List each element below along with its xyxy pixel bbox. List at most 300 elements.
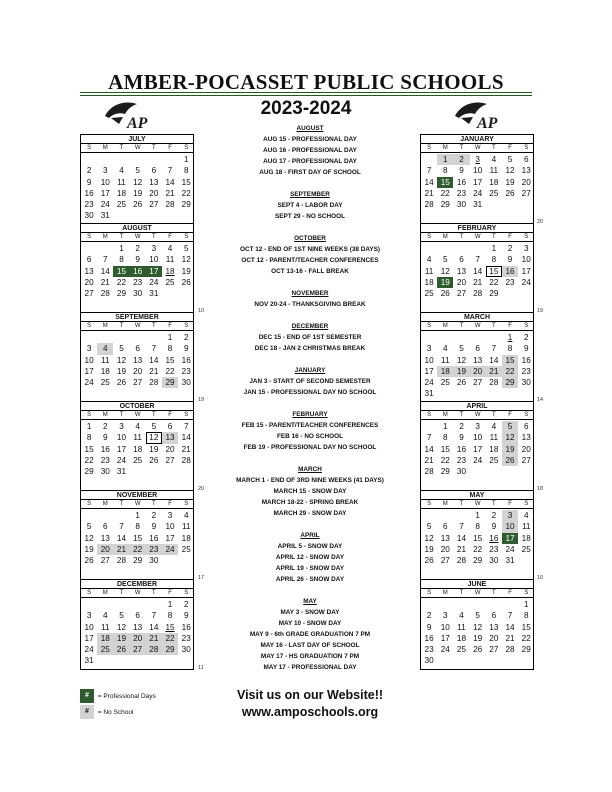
day-cell: 2 [86, 166, 92, 176]
weekday-label: S [184, 501, 189, 507]
empty-day [146, 154, 162, 165]
event-spacer [212, 222, 408, 233]
school-day-count: 14 [537, 397, 544, 403]
empty-day [130, 154, 146, 165]
day-cell: 8 [183, 166, 189, 176]
day-cell: 27 [440, 556, 450, 566]
day-cell: 8 [523, 611, 529, 621]
day-cell: 7 [151, 611, 157, 621]
day-cell: 22 [521, 633, 531, 643]
day-cell: 15 [437, 177, 453, 188]
day-cell: 10 [473, 166, 483, 176]
day-cell: 23 [133, 277, 143, 287]
day-cell: 12 [505, 166, 515, 176]
legend-professional [80, 689, 156, 703]
day-cell: 10 [100, 177, 110, 187]
day-cell: 14 [424, 177, 434, 187]
day-cell: 8 [86, 433, 92, 443]
weekday-label: T [152, 145, 156, 151]
day-cell: 13 [489, 622, 499, 632]
day-cell: 25 [165, 277, 175, 287]
day-cell: 7 [426, 433, 432, 443]
weekday-label: S [87, 234, 92, 240]
weekday-label: S [427, 234, 432, 240]
day-cell: 24 [505, 544, 515, 554]
weekday-label: S [524, 412, 529, 418]
day-cell: 21 [149, 366, 159, 376]
day-cell: 8 [491, 255, 497, 265]
visit-text: Visit us on our Website!! [236, 688, 384, 702]
empty-day [453, 599, 469, 610]
day-cell: 12 [146, 432, 162, 443]
month-name: JANUARY [421, 135, 533, 144]
event-item: MARCH 18-22 - SPRING BREAK [261, 499, 359, 506]
day-cell: 21 [165, 188, 175, 198]
month-name: MAY [421, 491, 533, 500]
month-name: MARCH [421, 313, 533, 322]
day-cell: 1 [443, 422, 448, 431]
empty-day [470, 332, 486, 343]
day-cell: 29 [440, 200, 450, 210]
day-cell: 15 [486, 266, 502, 277]
empty-day [421, 154, 437, 165]
day-cell: 11 [489, 166, 499, 176]
weekday-label: M [442, 412, 448, 418]
day-cell: 6 [491, 611, 497, 621]
month-name: JULY [81, 135, 193, 144]
event-item: DEC 18 - JAN 2 CHRISTMAS BREAK [254, 345, 366, 352]
day-cell: 17 [521, 266, 531, 276]
day-cell: 9 [459, 433, 464, 443]
event-item: OCT 12 - PARENT/TEACHER CONFERENCES [241, 257, 379, 264]
day-cell: 28 [424, 200, 434, 210]
day-cell: 25 [489, 188, 499, 198]
event-month-heading: JANUARY [294, 367, 326, 374]
day-cell: 23 [181, 633, 191, 643]
month-name: SEPTEMBER [81, 313, 193, 322]
day-cell: 19 [502, 444, 518, 455]
day-cell: 22 [165, 366, 175, 376]
day-cell: 14 [165, 177, 175, 187]
weekday-header [421, 589, 533, 598]
day-cell: 13 [521, 166, 531, 176]
legend-no-school [80, 705, 133, 719]
event-month-heading: MARCH [298, 466, 322, 473]
weekday-label: T [492, 590, 496, 596]
weekday-header [81, 233, 193, 242]
empty-day [97, 332, 113, 343]
day-cell: 26 [473, 645, 483, 655]
day-grid [421, 331, 533, 400]
month-name: AUGUST [81, 224, 193, 233]
day-cell: 6 [135, 344, 140, 354]
weekday-label: S [524, 145, 529, 151]
day-cell: 8 [443, 433, 448, 443]
day-cell: 7 [491, 344, 497, 354]
day-cell: 24 [149, 277, 159, 287]
day-cell: 22 [473, 544, 483, 554]
day-cell: 21 [424, 455, 434, 465]
day-cell: 29 [162, 377, 178, 388]
day-cell: 12 [181, 255, 191, 265]
weekday-header [81, 144, 193, 153]
empty-day [421, 243, 437, 254]
day-cell: 29 [84, 467, 94, 477]
event-item: APRIL 12 - SNOW DAY [275, 554, 345, 561]
weekday-label: T [459, 323, 464, 329]
day-cell: 27 [149, 200, 159, 210]
day-cell: 28 [146, 644, 162, 655]
day-cell: 5 [151, 422, 157, 431]
weekday-label: W [474, 412, 481, 418]
day-cell: 29 [489, 289, 499, 299]
weekday-header [81, 500, 193, 509]
day-cell: 21 [146, 633, 162, 644]
weekday-header [81, 322, 193, 331]
weekday-label: W [474, 323, 481, 329]
event-item: FEB 19 - PROFESSIONAL DAY NO SCHOOL [243, 444, 377, 451]
day-cell: 13 [440, 533, 450, 543]
weekday-label: M [102, 501, 108, 507]
day-cell: 4 [183, 511, 189, 520]
month-june [421, 580, 533, 669]
day-cell: 11 [117, 177, 126, 187]
month-name: NOVEMBER [81, 491, 193, 500]
day-cell: 14 [424, 444, 434, 454]
event-item: AUG 17 - PROFESSIONAL DAY [263, 158, 357, 165]
school-day-count: 18 [537, 486, 544, 492]
day-cell: 11 [101, 355, 110, 365]
month-may [421, 491, 544, 581]
weekday-label: S [87, 501, 92, 507]
day-cell: 9 [151, 522, 157, 532]
day-cell: 28 [424, 467, 434, 477]
day-cell: 7 [459, 522, 464, 532]
event-spacer [212, 398, 408, 409]
day-cell: 25 [116, 200, 127, 210]
day-cell: 11 [489, 433, 499, 443]
weekday-label: F [168, 234, 172, 240]
day-cell: 18 [437, 366, 453, 377]
day-cell: 1 [167, 600, 173, 609]
day-cell: 14 [116, 533, 127, 543]
day-cell: 3 [443, 611, 448, 621]
day-cell: 25 [489, 455, 499, 465]
day-cell: 29 [181, 200, 191, 210]
weekday-label: T [459, 501, 464, 507]
day-grid [421, 242, 533, 299]
day-cell: 26 [113, 644, 129, 655]
day-cell: 11 [133, 433, 142, 443]
day-cell: 17 [116, 444, 127, 454]
day-cell: 4 [167, 244, 173, 253]
empty-day [81, 332, 97, 343]
day-cell: 7 [183, 422, 189, 431]
day-cell: 22 [84, 455, 94, 465]
weekday-label: T [119, 323, 124, 329]
day-cell: 16 [100, 444, 110, 454]
day-cell: 14 [489, 355, 499, 365]
day-cell: 3 [86, 344, 92, 354]
school-day-count: 19 [198, 397, 205, 403]
month-name: FEBRUARY [421, 224, 533, 233]
empty-day [486, 332, 502, 343]
day-cell: 7 [426, 166, 432, 176]
weekday-label: F [168, 145, 172, 151]
day-cell: 13 [521, 433, 531, 443]
day-grid [421, 509, 533, 566]
event-item: MARCH 29 - SNOW DAY [273, 510, 347, 517]
day-cell: 23 [505, 277, 515, 287]
day-cell: 26 [424, 556, 434, 566]
day-cell: 28 [165, 200, 175, 210]
day-cell: 8 [443, 166, 448, 176]
event-item: JAN 15 - PROFESSIONAL DAY NO SCHOOL [243, 389, 377, 396]
day-cell: 28 [473, 289, 483, 299]
day-cell: 19 [116, 366, 127, 376]
day-cell: 4 [135, 422, 140, 431]
day-cell: 5 [507, 155, 513, 164]
day-cell: 31 [505, 556, 515, 566]
day-grid [81, 509, 193, 566]
empty-day [81, 154, 97, 165]
weekday-label: T [492, 501, 496, 507]
event-item: APRIL 26 - SNOW DAY [275, 576, 345, 583]
day-cell: 27 [84, 289, 94, 299]
weekday-label: T [119, 234, 124, 240]
day-cell: 5 [502, 421, 518, 432]
day-cell: 7 [507, 611, 513, 621]
day-cell: 23 [456, 455, 467, 465]
day-cell: 29 [521, 645, 531, 655]
day-cell: 20 [521, 177, 531, 187]
day-cell: 23 [146, 544, 162, 555]
day-cell: 31 [149, 289, 159, 299]
weekday-label: M [102, 590, 108, 596]
day-cell: 16 [181, 355, 191, 365]
weekday-header [421, 411, 533, 420]
day-cell: 4 [97, 343, 113, 354]
day-cell: 18 [521, 533, 531, 543]
day-cell: 26 [133, 200, 143, 210]
day-cell: 3 [86, 611, 92, 621]
day-cell: 18 [165, 266, 175, 276]
day-cell: 12 [116, 622, 127, 632]
day-cell: 5 [443, 255, 448, 265]
weekday-label: T [492, 323, 496, 329]
day-cell: 24 [473, 455, 483, 465]
empty-day [437, 510, 453, 521]
weekday-label: T [119, 145, 124, 151]
legend-swatch-no-school: # [80, 705, 94, 719]
title-rule [80, 92, 532, 96]
day-grid [421, 153, 533, 210]
month-name: APRIL [421, 402, 533, 411]
day-cell: 7 [475, 255, 480, 265]
weekday-header [81, 589, 193, 598]
day-cell: 8 [507, 344, 513, 354]
day-cell: 16 [424, 633, 434, 643]
event-item: AUG 18 - FIRST DAY OF SCHOOL [259, 169, 361, 176]
day-cell: 2 [151, 511, 157, 520]
day-cell: 2 [523, 333, 529, 342]
day-cell: 14 [181, 433, 191, 443]
day-cell: 20 [489, 633, 499, 643]
day-cell: 22 [502, 366, 518, 377]
day-cell: 29 [473, 556, 483, 566]
day-cell: 7 [167, 166, 173, 176]
day-cell: 6 [523, 422, 529, 431]
day-cell: 3 [119, 422, 124, 431]
day-cell: 29 [440, 467, 450, 477]
day-grid [81, 598, 193, 667]
day-cell: 6 [523, 155, 529, 164]
month-name: OCTOBER [81, 402, 193, 411]
event-item: OCT 13-16 - FALL BREAK [271, 268, 349, 275]
empty-day [97, 243, 113, 254]
day-cell: 16 [456, 177, 467, 187]
event-month-heading: APRIL [300, 532, 320, 539]
weekday-label: W [474, 501, 481, 507]
day-cell: 30 [456, 200, 467, 210]
day-cell: 24 [162, 544, 178, 555]
event-item: MAY 10 - SNOW DAY [278, 620, 342, 627]
day-cell: 13 [84, 266, 94, 276]
day-grid [81, 153, 193, 222]
empty-day [502, 599, 518, 610]
day-cell: 2 [453, 154, 469, 165]
logo-text: AP [127, 115, 148, 130]
day-cell: 31 [116, 467, 127, 477]
day-cell: 22 [130, 544, 146, 555]
school-day-count: 11 [198, 665, 204, 671]
day-cell: 13 [149, 177, 159, 187]
weekday-label: S [184, 234, 189, 240]
day-cell: 16 [130, 266, 146, 277]
weekday-label: W [134, 412, 141, 418]
day-cell: 26 [84, 556, 94, 566]
day-cell: 19 [84, 544, 94, 554]
day-cell: 3 [475, 155, 480, 164]
school-day-count: 17 [198, 575, 205, 581]
event-item: MAY 16 - LAST DAY OF SCHOOL [260, 642, 360, 649]
day-cell: 29 [502, 377, 518, 388]
day-cell: 18 [181, 533, 191, 543]
day-cell: 4 [491, 155, 497, 164]
event-month-heading: FEBRUARY [292, 411, 328, 418]
day-cell: 24 [521, 277, 531, 287]
day-cell: 17 [84, 366, 94, 376]
day-cell: 19 [424, 544, 434, 554]
event-item: OCT 12 - END OF 1ST NINE WEEKS (38 DAYS) [239, 246, 381, 253]
day-cell: 28 [456, 556, 467, 566]
empty-day [453, 243, 469, 254]
day-cell: 13 [133, 355, 143, 365]
day-cell: 16 [521, 355, 531, 365]
day-cell: 9 [459, 166, 464, 176]
day-cell: 2 [459, 422, 464, 431]
day-cell: 27 [521, 455, 531, 465]
website-link[interactable]: www.amposchools.org [241, 705, 379, 719]
day-cell: 3 [103, 166, 108, 176]
month-july [81, 135, 193, 224]
day-cell: 16 [502, 266, 518, 277]
day-cell: 30 [149, 556, 159, 566]
day-cell: 19 [181, 266, 191, 276]
empty-day [97, 154, 113, 165]
day-cell: 15 [84, 444, 94, 454]
empty-day [113, 510, 129, 521]
day-cell: 26 [116, 378, 127, 388]
day-cell: 26 [181, 277, 191, 287]
day-cell: 24 [473, 188, 483, 198]
weekday-label: S [87, 323, 92, 329]
day-cell: 13 [162, 432, 178, 443]
day-cell: 9 [491, 522, 497, 532]
day-cell: 1 [437, 154, 453, 165]
day-cell: 22 [116, 277, 127, 287]
day-cell: 8 [167, 611, 173, 621]
event-spacer [212, 277, 408, 288]
event-item: SEPT 29 - NO SCHOOL [275, 213, 345, 220]
day-cell: 21 [473, 277, 483, 287]
weekday-label: F [168, 412, 172, 418]
day-cell: 7 [119, 522, 124, 532]
weekday-label: S [87, 412, 92, 418]
weekday-label: T [152, 590, 156, 596]
weekday-header [421, 233, 533, 242]
day-cell: 17 [84, 633, 94, 643]
day-cell: 3 [151, 244, 157, 253]
day-cell: 10 [473, 433, 483, 443]
month-november [81, 491, 205, 581]
day-cell: 6 [475, 344, 480, 354]
day-cell: 9 [135, 255, 140, 265]
weekday-label: F [508, 145, 512, 151]
day-cell: 28 [116, 556, 127, 566]
weekday-header [81, 411, 193, 420]
day-cell: 23 [521, 366, 531, 376]
month-august [81, 224, 205, 314]
day-cell: 10 [502, 521, 518, 532]
page-title: AMBER-POCASSET PUBLIC SCHOOLS [108, 70, 504, 94]
day-cell: 18 [116, 188, 127, 198]
day-cell: 28 [100, 289, 110, 299]
day-cell: 29 [133, 556, 143, 566]
day-cell: 13 [473, 355, 483, 365]
day-cell: 6 [103, 522, 108, 532]
day-cell: 14 [149, 622, 159, 632]
school-day-count: 10 [537, 575, 544, 581]
weekday-label: M [442, 234, 448, 240]
day-cell: 9 [86, 177, 92, 187]
day-cell: 14 [100, 266, 110, 276]
day-cell: 15 [440, 444, 450, 454]
empty-day [470, 243, 486, 254]
day-cell: 25 [424, 289, 434, 299]
event-month-heading: NOVEMBER [291, 290, 329, 297]
day-cell: 30 [100, 467, 110, 477]
event-month-heading: MAY [303, 598, 317, 605]
day-cell: 27 [165, 455, 175, 465]
day-cell: 6 [151, 166, 157, 176]
event-item: FEB 15 - PARENT/TEACHER CONFERENCES [241, 422, 379, 429]
day-cell: 20 [97, 544, 113, 555]
day-cell: 19 [133, 188, 143, 198]
event-spacer [212, 453, 408, 464]
event-item: AUG 15 - PROFESSIONAL DAY [263, 136, 357, 143]
day-cell: 28 [181, 455, 191, 465]
